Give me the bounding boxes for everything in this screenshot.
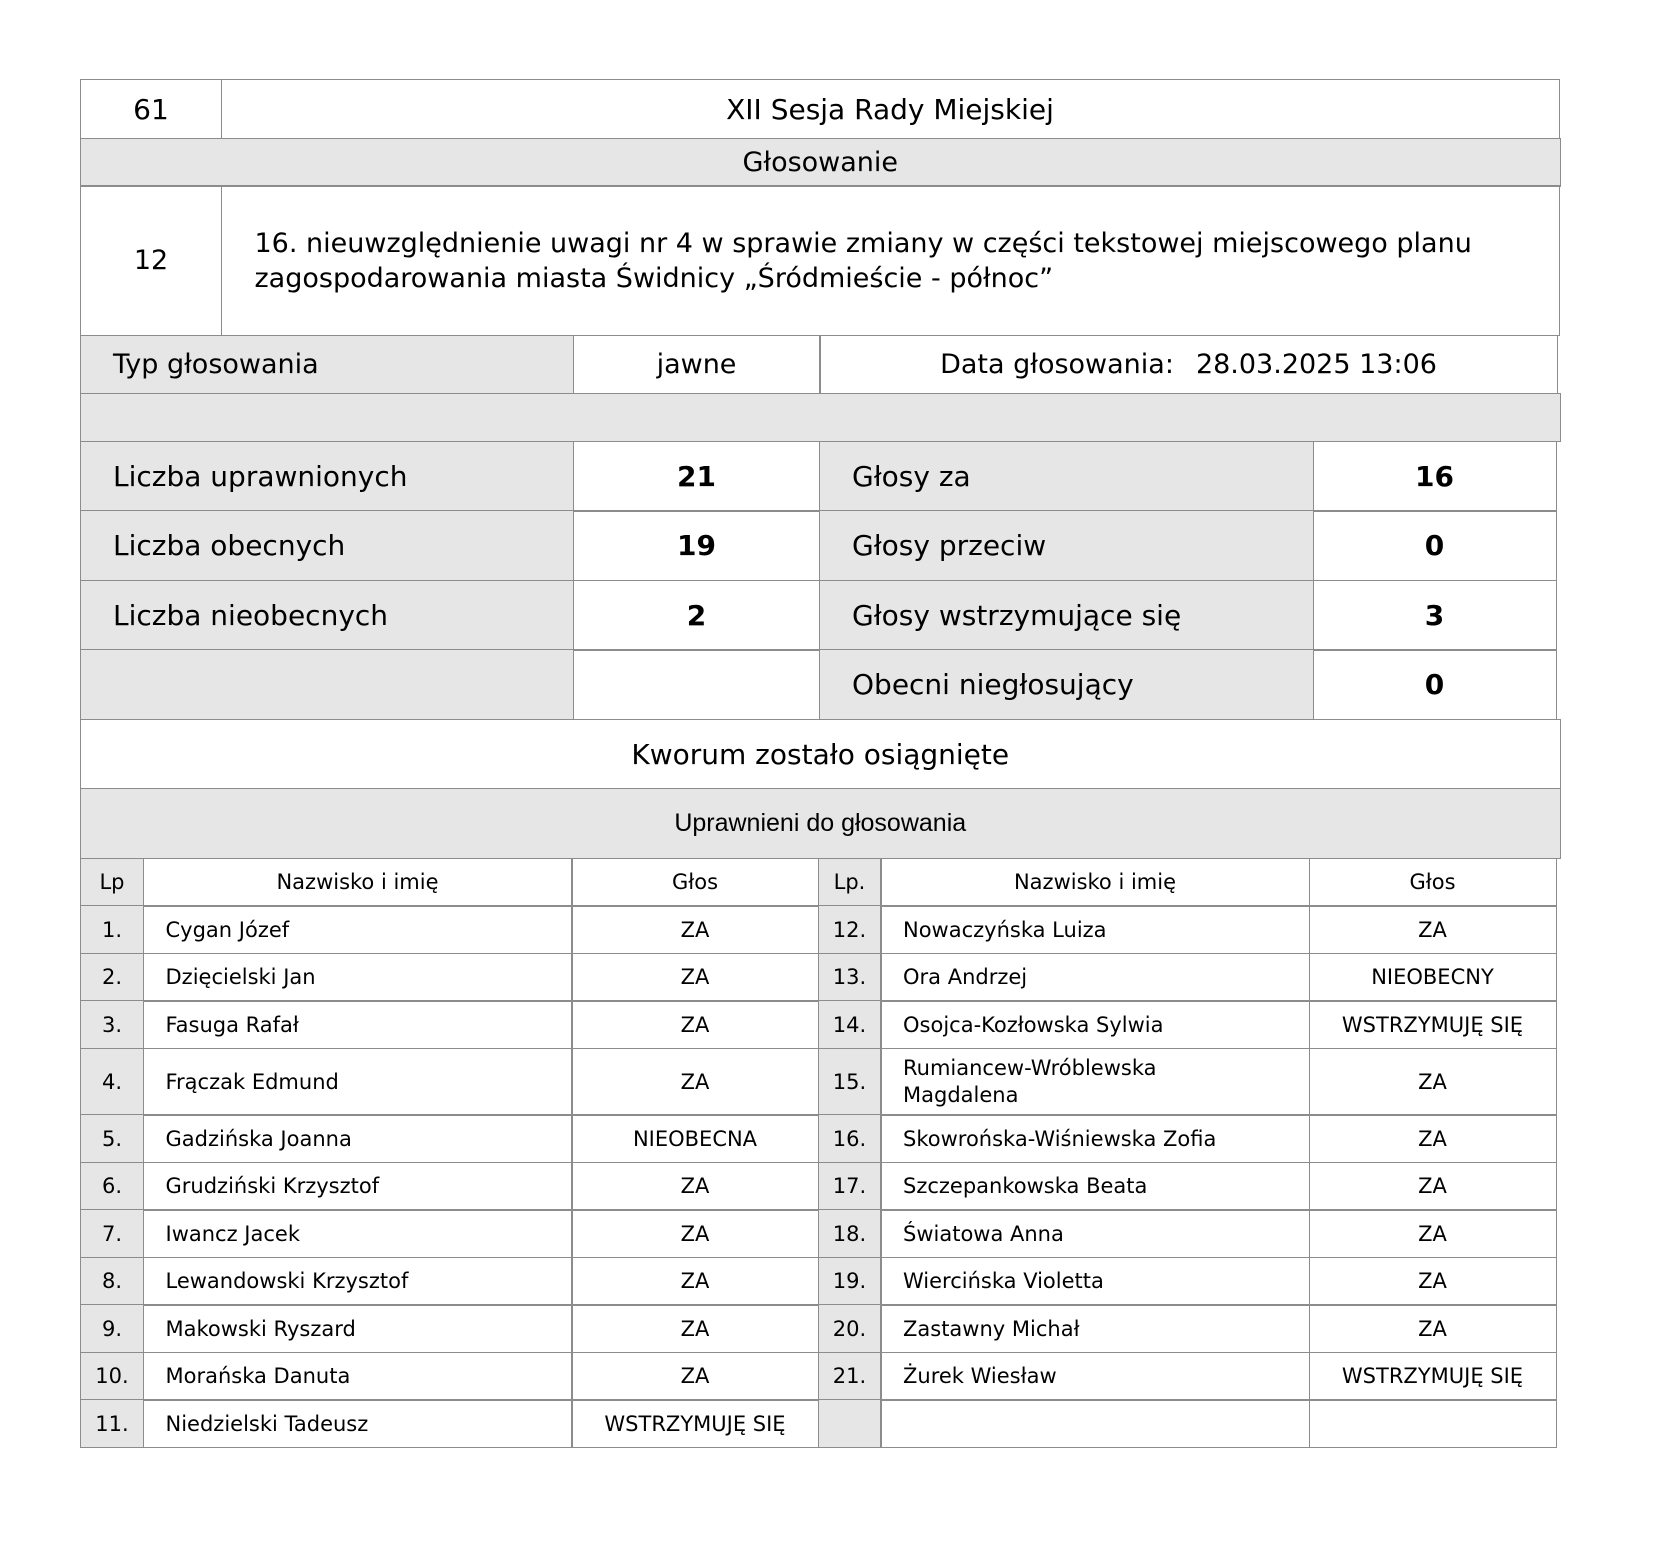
row-vote-left: ZA	[571, 1304, 819, 1353]
table-row	[80, 1304, 1559, 1352]
row-name-right: Osojca-Kozłowska Sylwia	[880, 1000, 1310, 1049]
row-name-left: Lewandowski Krzysztof	[143, 1257, 573, 1306]
row-lp-right	[818, 1399, 882, 1448]
row-lp-left: 9.	[80, 1304, 144, 1353]
voting-label: Głosowanie	[80, 138, 1561, 187]
row-vote-left: ZA	[571, 1209, 819, 1258]
row-vote-right	[1309, 1399, 1557, 1448]
row-vote-right: ZA	[1309, 905, 1557, 954]
session-header-row	[80, 79, 1559, 138]
empty-stat-label	[80, 649, 574, 720]
table-header-row	[80, 858, 1559, 906]
row-lp-left: 6.	[80, 1162, 144, 1211]
item-number: 12	[80, 185, 222, 336]
row-name-right: Żurek Wiesław	[880, 1352, 1310, 1401]
table-row	[80, 1114, 1559, 1162]
row-lp-right: 20.	[818, 1304, 882, 1353]
row-vote-right: ZA	[1309, 1209, 1557, 1258]
row-lp-left: 4.	[80, 1048, 144, 1116]
row-vote-right: ZA	[1309, 1114, 1557, 1163]
row-lp-right: 13.	[818, 953, 882, 1002]
row-lp-left: 3.	[80, 1000, 144, 1049]
row-lp-right: 15.	[818, 1048, 882, 1116]
table-row	[80, 905, 1559, 953]
eligible-value: 21	[573, 441, 821, 512]
table-row	[80, 953, 1559, 1001]
present-nonvoting-label: Obecni niegłosujący	[819, 649, 1314, 720]
row-name-right: Skowrońska-Wiśniewska Zofia	[880, 1114, 1310, 1163]
row-name-right	[880, 1399, 1310, 1448]
votes-for-label: Głosy za	[819, 441, 1314, 512]
spacer-row	[80, 393, 1559, 441]
row-lp-left: 5.	[80, 1114, 144, 1163]
col-lp-left: Lp	[80, 858, 144, 907]
row-vote-right: ZA	[1309, 1162, 1557, 1211]
row-name-left: Iwancz Jacek	[143, 1209, 573, 1258]
row-lp-left: 1.	[80, 905, 144, 954]
quorum-row	[80, 719, 1559, 789]
votes-against-value: 0	[1313, 510, 1557, 581]
row-name-right: Światowa Anna	[880, 1209, 1310, 1258]
row-lp-right: 19.	[818, 1257, 882, 1306]
row-vote-left: WSTRZYMUJĘ SIĘ	[571, 1399, 819, 1448]
stats-row-3	[80, 580, 1559, 650]
row-lp-left: 7.	[80, 1209, 144, 1258]
session-title: XII Sesja Rady Miejskiej	[221, 79, 1560, 139]
row-name-left: Morańska Danuta	[143, 1352, 573, 1401]
table-row	[80, 1399, 1559, 1447]
votes-abstain-label: Głosy wstrzymujące się	[819, 580, 1314, 651]
row-name-left: Fasuga Rafał	[143, 1000, 573, 1049]
row-vote-left: ZA	[571, 1162, 819, 1211]
session-number: 61	[80, 79, 222, 139]
row-name-right: Wiercińska Violetta	[880, 1257, 1310, 1306]
eligible-label: Liczba uprawnionych	[80, 441, 574, 512]
present-nonvoting-value: 0	[1313, 649, 1557, 720]
absent-value: 2	[573, 580, 821, 651]
voting-document	[80, 79, 1559, 1447]
row-name-right: Zastawny Michał	[880, 1304, 1310, 1353]
row-lp-left: 10.	[80, 1352, 144, 1401]
row-lp-right: 14.	[818, 1000, 882, 1049]
quorum-status: Kworum zostało osiągnięte	[80, 719, 1561, 790]
col-name-right: Nazwisko i imię	[880, 858, 1310, 907]
present-value: 19	[573, 510, 821, 581]
table-row	[80, 1209, 1559, 1257]
table-row	[80, 1257, 1559, 1305]
table-row	[80, 1048, 1559, 1115]
eligible-title-row	[80, 788, 1559, 858]
vote-type-label: Typ głosowania	[80, 335, 574, 395]
row-lp-right: 16.	[818, 1114, 882, 1163]
table-row	[80, 1162, 1559, 1210]
row-lp-right: 21.	[818, 1352, 882, 1401]
row-lp-left: 2.	[80, 953, 144, 1002]
row-vote-left: ZA	[571, 1048, 819, 1116]
votes-abstain-value: 3	[1313, 580, 1557, 651]
row-vote-left: ZA	[571, 1352, 819, 1401]
row-name-left: Makowski Ryszard	[143, 1304, 573, 1353]
spacer-cell	[80, 393, 1561, 442]
row-vote-left: ZA	[571, 905, 819, 954]
row-name-right: Ora Andrzej	[880, 953, 1310, 1002]
voting-label-row	[80, 138, 1559, 186]
stats-row-2	[80, 510, 1559, 580]
vote-date-value: 28.03.2025 13:06	[1195, 349, 1437, 380]
vote-date-label: Data głosowania:	[940, 349, 1174, 380]
row-vote-left: ZA	[571, 953, 819, 1002]
row-vote-right: WSTRZYMUJĘ SIĘ	[1309, 1352, 1557, 1401]
vote-date	[819, 335, 1558, 395]
col-lp-right: Lp.	[818, 858, 882, 907]
votes-for-value: 16	[1313, 441, 1557, 512]
row-lp-left: 8.	[80, 1257, 144, 1306]
row-name-left: Frączak Edmund	[143, 1048, 573, 1116]
row-vote-right: ZA	[1309, 1048, 1557, 1116]
votes-against-label: Głosy przeciw	[819, 510, 1314, 581]
row-vote-right: NIEOBECNY	[1309, 953, 1557, 1002]
present-label: Liczba obecnych	[80, 510, 574, 581]
row-lp-left: 11.	[80, 1399, 144, 1448]
row-name-right: Nowaczyńska Luiza	[880, 905, 1310, 954]
col-name-left: Nazwisko i imię	[143, 858, 573, 907]
row-vote-left: NIEOBECNA	[571, 1114, 819, 1163]
vote-type-row	[80, 335, 1559, 394]
row-name-left: Gadzińska Joanna	[143, 1114, 573, 1163]
row-lp-right: 17.	[818, 1162, 882, 1211]
row-vote-right: WSTRZYMUJĘ SIĘ	[1309, 1000, 1557, 1049]
eligible-voters-title: Uprawnieni do głosowania	[80, 788, 1561, 859]
empty-stat-value	[573, 649, 821, 720]
stats-row-4	[80, 649, 1559, 719]
col-vote-right: Głos	[1309, 858, 1557, 907]
row-name-right: Szczepankowska Beata	[880, 1162, 1310, 1211]
row-lp-right: 18.	[818, 1209, 882, 1258]
row-lp-right: 12.	[818, 905, 882, 954]
row-vote-left: ZA	[571, 1257, 819, 1306]
row-name-right: Rumiancew-Wróblewska Magdalena	[880, 1048, 1310, 1116]
row-vote-right: ZA	[1309, 1257, 1557, 1306]
item-subject: 16. nieuwzględnienie uwagi nr 4 w sprawie zmiany w części tekstowej miejscowego planu zagospodarowania miasta Świdnicy „Śródmieście - północ”	[221, 185, 1560, 336]
absent-label: Liczba nieobecnych	[80, 580, 574, 651]
vote-type-value: jawne	[573, 335, 821, 395]
row-name-left: Niedzielski Tadeusz	[143, 1399, 573, 1448]
row-vote-right: ZA	[1309, 1304, 1557, 1353]
row-name-left: Cygan Józef	[143, 905, 573, 954]
table-row	[80, 1352, 1559, 1400]
row-vote-left: ZA	[571, 1000, 819, 1049]
item-row	[80, 185, 1559, 335]
row-name-left: Dzięcielski Jan	[143, 953, 573, 1002]
table-row	[80, 1000, 1559, 1048]
stats-row-1	[80, 441, 1559, 511]
row-name-left: Grudziński Krzysztof	[143, 1162, 573, 1211]
col-vote-left: Głos	[571, 858, 819, 907]
